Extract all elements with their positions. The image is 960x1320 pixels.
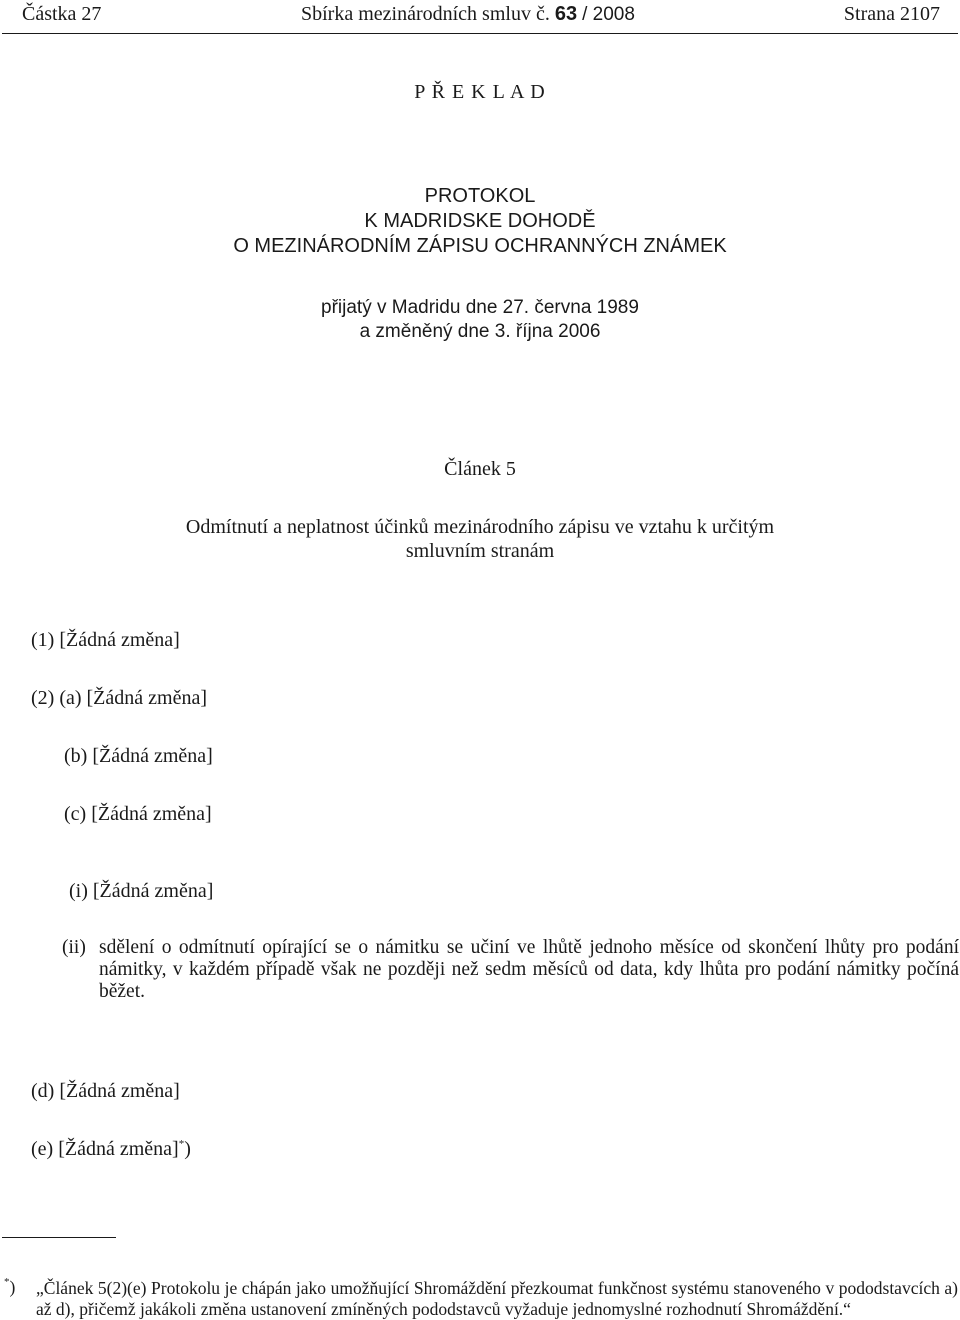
article-heading-line1: Odmítnutí a neplatnost účinků mezinárodního zápisu ve vztahu k určitým	[185, 516, 775, 538]
paragraph-2c-ii-label: (ii)	[62, 937, 86, 958]
title-subject: O MEZINÁRODNÍM ZÁPISU OCHRANNÝCH ZNÁMEK	[233, 235, 727, 257]
paragraph-2c-i: (i) [Žádná změna]	[69, 880, 214, 902]
paragraph-2b: (b) [Žádná změna]	[64, 745, 213, 767]
paragraph-2c-ii-text: sdělení o odmítnutí opírající se o námitku se učiní ve lhůtě jednoho měsíce od skončení lhůty pro podání námitky, v každém případě však ne později než sedm měsíců od data, kdy lhůta pro podání námitky počíná běžet.	[99, 937, 959, 1002]
title-protocol: PROTOKOL	[424, 185, 536, 207]
header-rule	[2, 33, 958, 34]
paragraph-1: (1) [Žádná změna]	[31, 629, 180, 651]
footnote-reference-close: )	[184, 1138, 191, 1160]
footnote-reference[interactable]: *	[178, 1138, 185, 1150]
paragraph-2e	[31, 1137, 191, 1161]
article-heading-line2: smluvním stranám	[405, 540, 555, 562]
paragraph-2e-text: (e) [Žádná změna]	[31, 1138, 179, 1160]
amendment-date: a změněný dne 3. října 2006	[359, 321, 601, 342]
header-page: Strana 2107	[843, 3, 940, 25]
article-number: Článek 5	[444, 458, 516, 480]
title-agreement: K MADRIDSKE DOHODĚ	[364, 210, 596, 232]
header-part: Částka 27	[22, 3, 102, 25]
footnote-rule	[2, 1237, 116, 1238]
header-collection	[301, 2, 635, 27]
paragraph-2c: (c) [Žádná změna]	[64, 803, 212, 825]
footnote-text: „Článek 5(2)(e) Protokolu je chápán jako umožňující Shromáždění přezkoumat funkčnost systému stanoveného v pododstavcích a) až d), přičemž jakákoli změna ustanovení zmíněných pododstavců vyžaduje jednomyslné rozhodnutí Shromáždění.“	[36, 1278, 958, 1319]
paragraph-2d: (d) [Žádná změna]	[31, 1080, 180, 1102]
footnote-marker-close: )	[9, 1277, 16, 1297]
footnote-marker-star: *	[4, 1276, 10, 1288]
footnote-marker	[4, 1277, 15, 1298]
translation-label: P Ř E K L A D	[414, 81, 546, 103]
header-collection-title: Sbírka mezinárodních smluv č.	[301, 3, 550, 25]
header-issue-number: 63	[554, 3, 578, 25]
paragraph-2a: (2) (a) [Žádná změna]	[31, 687, 207, 709]
header-year: / 2008	[582, 4, 635, 25]
adoption-date: přijatý v Madridu dne 27. června 1989	[321, 297, 639, 318]
